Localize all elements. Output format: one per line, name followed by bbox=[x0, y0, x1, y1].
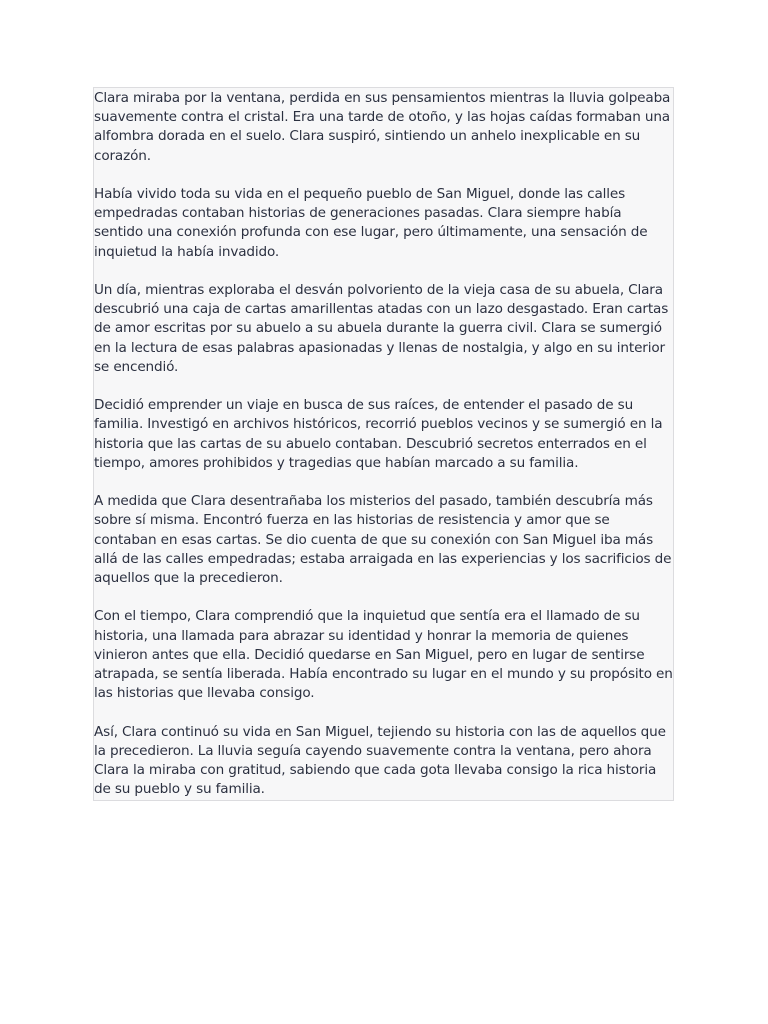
story-text-block bbox=[93, 87, 674, 801]
paragraph-3: Un día, mientras exploraba el desván polvoriento de la vieja casa de su abuela, Clara descubrió una caja de cartas amarillentas atadas con un lazo desgastado. Eran cartas de amor escritas por su abuelo a su abuela durante la guerra civil. Clara se sumergió en la lectura de esas palabras apasionadas y llenas de nostalgia, y algo en su interior se encendió. bbox=[94, 282, 669, 375]
paragraph-4: Decidió emprender un viaje en busca de sus raíces, de entender el pasado de su familia. Investigó en archivos históricos, recorrió pueblos vecinos y se sumergió en la historia que las cartas de su abuelo contaban. Descubrió secretos enterrados en el tiempo, amores prohibidos y tragedias que habían marcado a su familia. bbox=[94, 397, 663, 471]
paragraph-1: Clara miraba por la ventana, perdida en sus pensamientos mientras la lluvia golpeaba suavemente contra el cristal. Era una tarde de otoño, y las hojas caídas formaban una alfombra dorada en el suelo. Clara suspiró, sintiendo un anhelo inexplicable en su corazón. bbox=[94, 90, 671, 164]
paragraph-2: Había vivido toda su vida en el pequeño pueblo de San Miguel, donde las calles empedradas contaban historias de generaciones pasadas. Clara siempre había sentido una conexión profunda con ese lugar, pero últimamente, una sensación de inquietud la había invadido. bbox=[94, 186, 648, 260]
paragraph-6: Con el tiempo, Clara comprendió que la inquietud que sentía era el llamado de su historia, una llamada para abrazar su identidad y honrar la memoria de quienes vinieron antes que ella. Decidió quedarse en San Miguel, pero en lugar de sentirse atrapada, se sentía liberada. Había encontrado su lugar en el mundo y su propósito en las historias que llevaba consigo. bbox=[94, 608, 673, 702]
paragraph-7: Así, Clara continuó su vida en San Miguel, tejiendo su historia con las de aquellos que la precedieron. La lluvia seguía cayendo suavemente contra la ventana, pero ahora Clara la miraba con gratitud, sabiendo que cada gota llevaba consigo la rica historia de su pueblo y su familia. bbox=[94, 723, 666, 798]
paragraph-5: A medida que Clara desentrañaba los misterios del pasado, también descubría más sobre sí misma. Encontró fuerza en las historias de resistencia y amor que se contaban en esas cartas. Se dio cuenta de que su conexión con San Miguel iba más allá de las calles empedradas; estaba arraigada en las experiencias y los sacrificios de aquellos que la precedieron. bbox=[94, 493, 672, 587]
